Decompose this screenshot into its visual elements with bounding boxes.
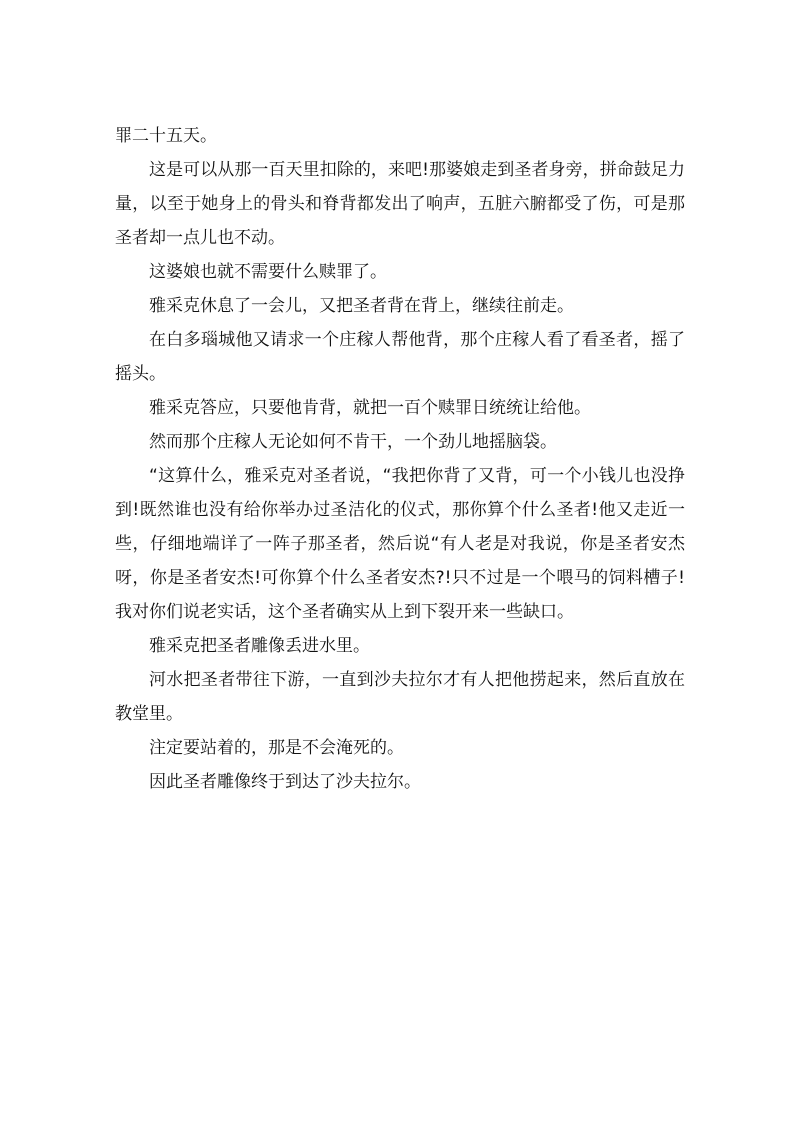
paragraph-10: 河水把圣者带往下游，一直到沙夫拉尔才有人把他捞起来，然后直放在教堂里。: [115, 670, 685, 724]
paragraph-2: 这是可以从那一百天里扣除的，来吧!那婆娘走到圣者身旁，拼命鼓足力量，以至于她身上的骨头和脊背都发出了响声，五脏六腑都受了伤，可是那圣者却一点儿也不动。: [115, 160, 685, 248]
paragraph-5: 在白多瑙城他又请求一个庄稼人帮他背，那个庄稼人看了看圣者，摇了摇头。: [115, 330, 685, 384]
document-body: [115, 119, 685, 799]
paragraph-8: “这算什么，雅采克对圣者说，“我把你背了又背，可一个小钱儿也没挣到!既然谁也没有给你举办过圣洁化的仪式，那你算个什么圣者!他又走近一些，仔细地端详了一阵子那圣者，然后说“有人老是对我说，你是圣者安杰呀，你是圣者安杰!可你算个什么圣者安杰?!只不过是一个喂马的饲料槽子!我对你们说老实话，这个圣者确实从上到下裂开来一些缺口。: [115, 466, 685, 622]
paragraph-1: 罪二十五天。: [115, 126, 217, 146]
paragraph-11: 注定要站着的，那是不会淹死的。: [149, 738, 404, 758]
paragraph-7: 然而那个庄稼人无论如何不肯干，一个劲儿地摇脑袋。: [149, 432, 557, 452]
paragraph-9: 雅采克把圣者雕像丢进水里。: [149, 636, 370, 656]
paragraph-3: 这婆娘也就不需要什么赎罪了。: [149, 262, 387, 282]
paragraph-12: 因此圣者雕像终于到达了沙夫拉尔。: [149, 772, 421, 792]
paragraph-6: 雅采克答应，只要他肯背，就把一百个赎罪日统统让给他。: [149, 398, 591, 418]
paragraph-4: 雅采克休息了一会儿，又把圣者背在背上，继续往前走。: [149, 296, 574, 316]
